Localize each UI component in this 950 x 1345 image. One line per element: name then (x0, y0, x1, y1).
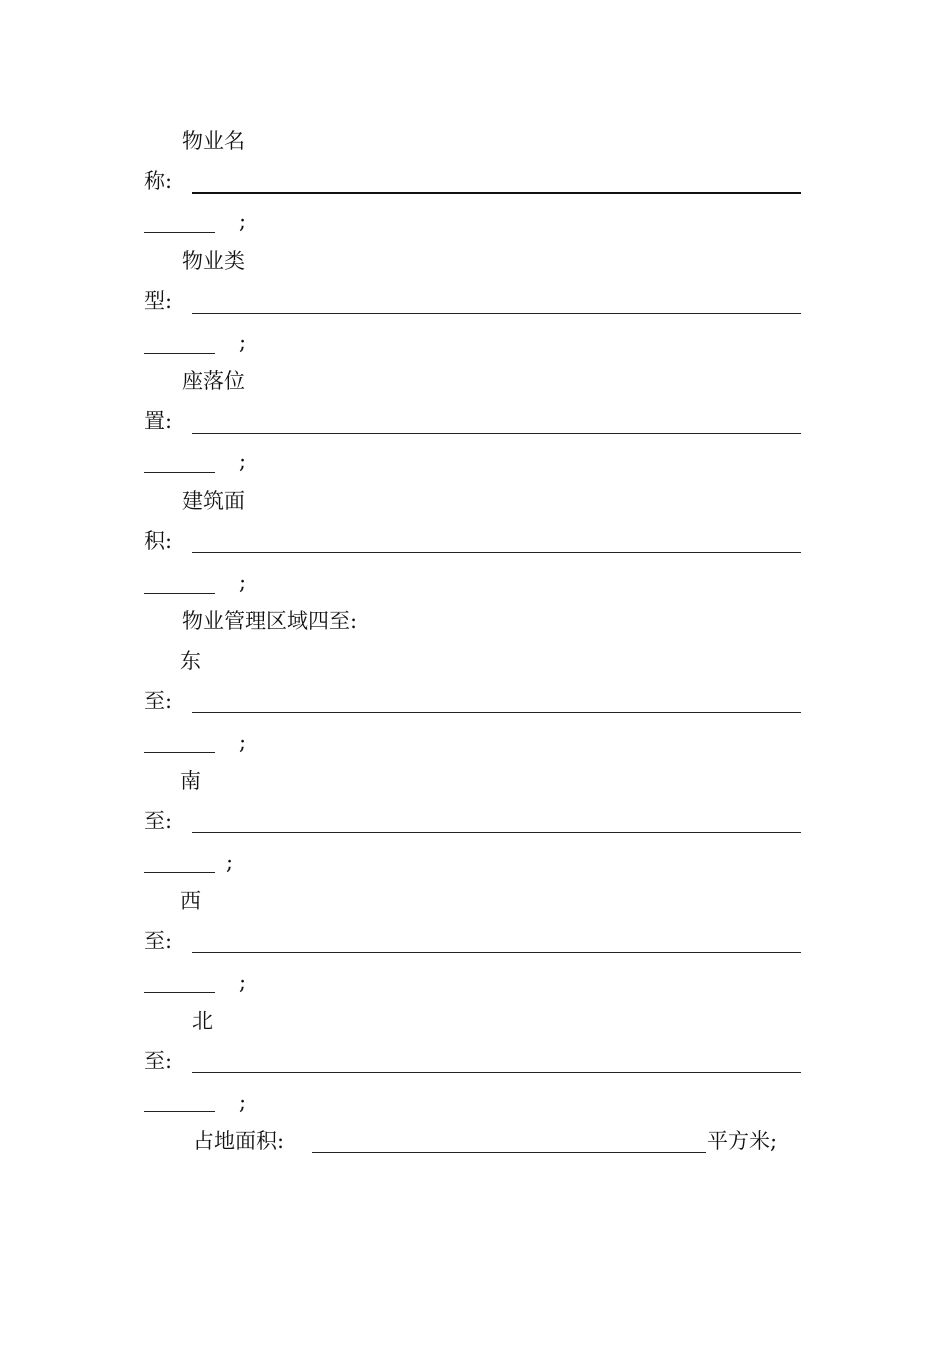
building-area-label-bottom: 积: (144, 529, 173, 553)
west-label-bottom: 至: (144, 929, 173, 953)
south-input-line[interactable] (192, 832, 801, 833)
property-type-label-top: 物业类 (182, 249, 245, 273)
location-input-line[interactable] (192, 433, 801, 434)
property-name-label-bottom: 称: (144, 169, 173, 193)
west-input-line-cont[interactable] (144, 992, 215, 993)
west-tail: ; (239, 970, 247, 994)
east-label-top: 东 (180, 649, 201, 673)
property-name-tail: ; (239, 209, 247, 233)
location-input-line-cont[interactable] (144, 472, 215, 473)
south-label-bottom: 至: (144, 809, 173, 833)
south-tail: ; (226, 850, 234, 874)
property-type-input-line[interactable] (192, 313, 801, 314)
north-input-line-cont[interactable] (144, 1111, 215, 1112)
west-input-line[interactable] (192, 952, 801, 953)
property-type-tail: ; (239, 330, 247, 354)
east-input-line-cont[interactable] (144, 752, 215, 753)
north-tail: ; (239, 1090, 247, 1114)
property-name-label-top: 物业名 (182, 129, 245, 153)
property-type-input-line-cont[interactable] (144, 353, 215, 354)
east-input-line[interactable] (192, 712, 801, 713)
north-label-bottom: 至: (144, 1049, 173, 1073)
north-label-top: 北 (192, 1009, 213, 1033)
building-area-label-top: 建筑面 (182, 489, 245, 513)
property-type-label-bottom: 型: (144, 289, 173, 313)
location-label-top: 座落位 (182, 369, 245, 393)
building-area-input-line[interactable] (192, 552, 801, 553)
boundary-heading: 物业管理区域四至: (182, 609, 358, 633)
south-input-line-cont[interactable] (144, 872, 215, 873)
location-label-bottom: 置: (144, 409, 173, 433)
west-label-top: 西 (180, 889, 201, 913)
building-area-tail: ; (239, 570, 247, 594)
building-area-input-line-cont[interactable] (144, 593, 215, 594)
east-tail: ; (239, 730, 247, 754)
south-label-top: 南 (180, 769, 201, 793)
property-name-input-line-cont[interactable] (144, 232, 215, 233)
east-label-bottom: 至: (144, 689, 173, 713)
land-area-unit: 平方米; (707, 1129, 778, 1153)
location-tail: ; (239, 449, 247, 473)
land-area-label: 占地面积: (193, 1129, 285, 1153)
land-area-input-line[interactable] (312, 1152, 706, 1153)
property-name-input-line[interactable] (192, 192, 801, 194)
north-input-line[interactable] (192, 1072, 801, 1073)
